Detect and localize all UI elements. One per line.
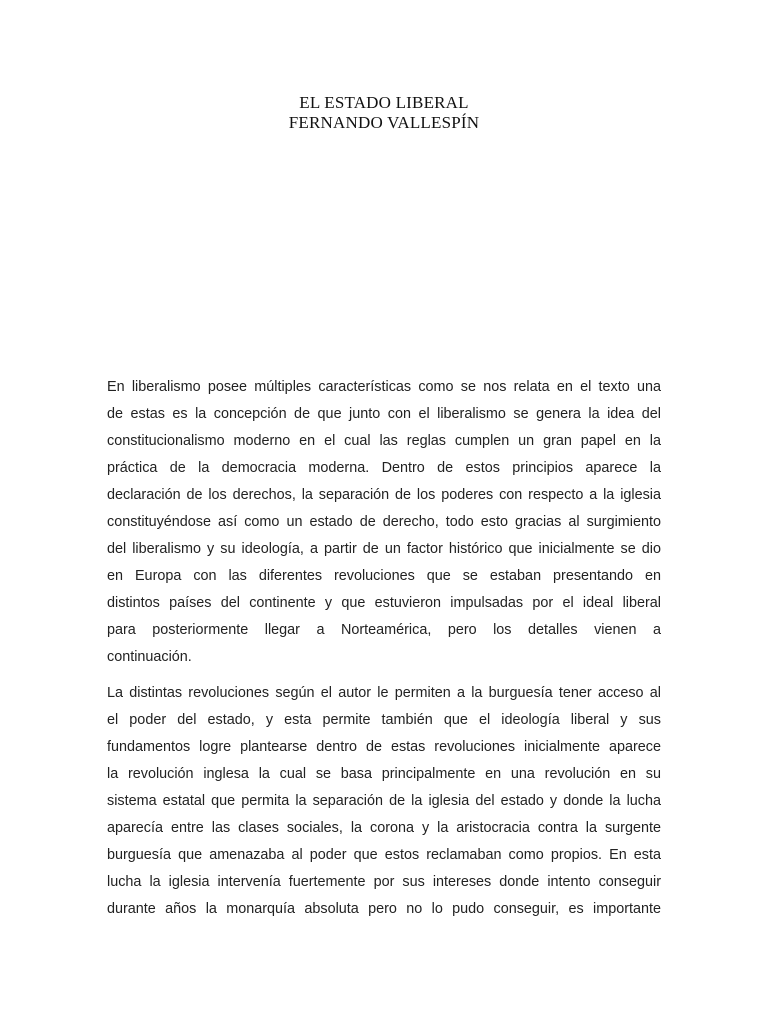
document-title: EL ESTADO LIBERAL xyxy=(299,93,469,112)
text-line: La distintas revoluciones según el autor le permiten a la burguesía tener acceso al xyxy=(107,685,661,701)
text-line: lucha la iglesia intervenía fuertemente por sus intereses donde intento conseguir xyxy=(107,874,661,890)
text-line: distintos países del continente y que estuvieron impulsadas por el ideal liberal xyxy=(107,595,661,611)
text-line: declaración de los derechos, la separación de los poderes con respecto a la iglesia xyxy=(107,487,661,503)
text-line: continuación. xyxy=(107,649,192,665)
body-text xyxy=(107,374,661,923)
text-line: durante años la monarquía absoluta pero no lo pudo conseguir, es importante xyxy=(107,901,661,917)
text-line: la revolución inglesa la cual se basa principalmente en una revolución en su xyxy=(107,766,661,782)
text-line: constituyéndose así como un estado de derecho, todo esto gracias al surgimiento xyxy=(107,514,661,530)
text-line: sistema estatal que permita la separación de la iglesia del estado y donde la lucha xyxy=(107,793,661,809)
text-line: burguesía que amenazaba al poder que estos reclamaban como propios. En esta xyxy=(107,847,661,863)
text-line: fundamentos logre plantearse dentro de estas revoluciones inicialmente aparece xyxy=(107,739,661,755)
text-line: el poder del estado, y esta permite también que el ideología liberal y sus xyxy=(107,712,661,728)
paragraph-2 xyxy=(107,680,661,923)
text-line: para posteriormente llegar a Norteamérica, pero los detalles vienen a xyxy=(107,622,661,638)
text-line: de estas es la concepción de que junto con el liberalismo se genera la idea del xyxy=(107,406,661,422)
text-line: En liberalismo posee múltiples características como se nos relata en el texto una xyxy=(107,379,661,395)
text-line: en Europa con las diferentes revoluciones que se estaban presentando en xyxy=(107,568,661,584)
text-line: del liberalismo y su ideología, a partir de un factor histórico que inicialmente se dio xyxy=(107,541,661,557)
text-line: aparecía entre las clases sociales, la corona y la aristocracia contra la surgente xyxy=(107,820,661,836)
document-author: FERNANDO VALLESPÍN xyxy=(288,113,480,132)
text-line: constitucionalismo moderno en el cual las reglas cumplen un gran papel en la xyxy=(107,433,661,449)
text-line: práctica de la democracia moderna. Dentro de estos principios aparece la xyxy=(107,460,661,476)
paragraph-1 xyxy=(107,374,661,671)
title-block xyxy=(0,93,768,133)
